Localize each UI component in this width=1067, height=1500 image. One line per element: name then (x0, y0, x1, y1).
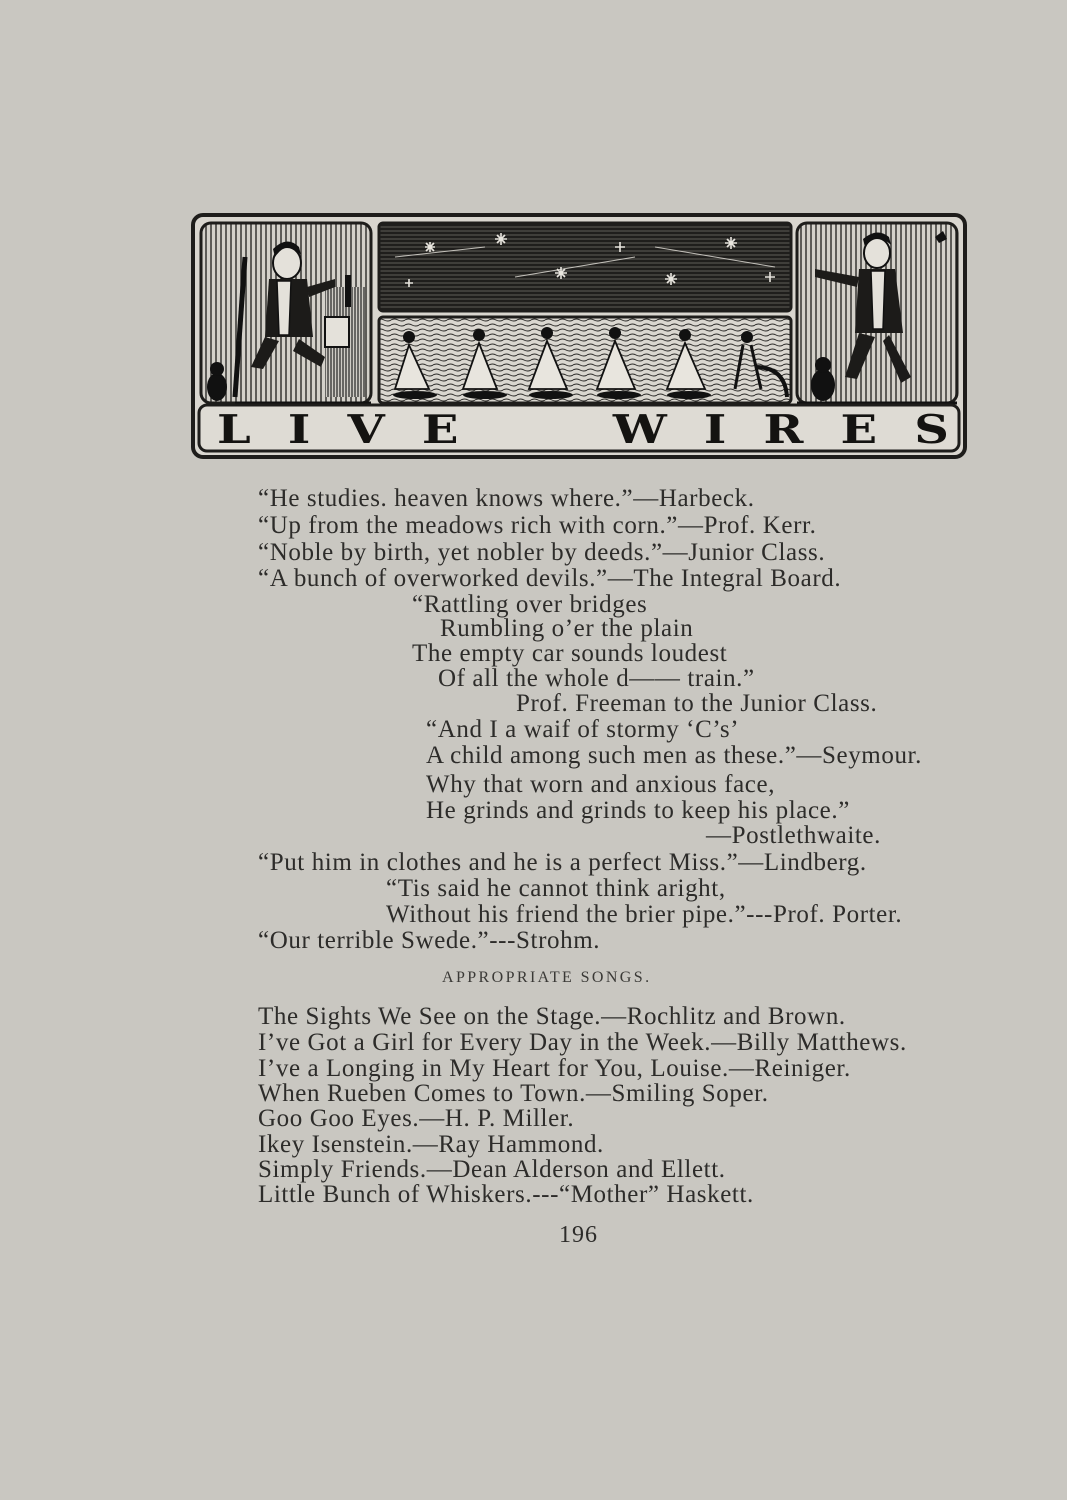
banner-letter: R (763, 407, 804, 453)
quote-line: Of all the whole d—— train.” (438, 665, 755, 692)
page-number: 196 (559, 1222, 598, 1248)
quote-line: “And I a waif of stormy ‘C’s’ (426, 716, 740, 743)
song-line: Ikey Isenstein.—Ray Hammond. (258, 1131, 604, 1158)
fireworks-panel (379, 223, 791, 311)
song-line: Simply Friends.—Dean Alderson and Ellett. (258, 1156, 726, 1183)
banner-letter: I (703, 407, 727, 453)
song-line: I’ve Got a Girl for Every Day in the Week.—Billy Matthews. (258, 1029, 907, 1056)
song-line: Goo Goo Eyes.—H. P. Miller. (258, 1105, 575, 1132)
banner-letter: W (612, 407, 667, 453)
quote-line: Why that worn and anxious face, (426, 771, 776, 798)
quote-line: “A bunch of overworked devils.”—The Integral Board. (258, 565, 842, 592)
quote-line: Rumbling o’er the plain (440, 615, 694, 642)
quote-line: “Noble by birth, yet nobler by deeds.”—Junior Class. (258, 539, 826, 566)
banner-letter: L (217, 407, 251, 453)
banner-letter: I (287, 407, 311, 453)
song-line: Little Bunch of Whiskers.---“Mother” Haskett. (258, 1181, 754, 1208)
banner-letter: V (347, 407, 385, 453)
quote-line: The empty car sounds loudest (412, 640, 728, 667)
right-panel-figure (797, 223, 957, 403)
quote-line: “He studies. heaven knows where.”—Harbeck. (258, 485, 755, 512)
banner-letter: S (914, 407, 949, 453)
quote-line: He grinds and grinds to keep his place.” (426, 797, 850, 824)
song-line: I’ve a Longing in My Heart for You, Louise.—Reiniger. (258, 1055, 851, 1082)
live-wires-banner (191, 213, 967, 459)
quote-line: “Put him in clothes and he is a perfect Miss.”—Lindberg. (258, 849, 867, 876)
quote-line: “Rattling over bridges (412, 591, 648, 618)
quote-line: Without his friend the brier pipe.”---Prof. Porter. (386, 901, 903, 928)
songs-heading: APPROPRIATE SONGS. (442, 969, 652, 986)
quote-line: “Up from the meadows rich with corn.”—Prof. Kerr. (258, 512, 817, 539)
song-line: When Rueben Comes to Town.—Smiling Soper. (258, 1080, 769, 1107)
banner-title (195, 405, 963, 455)
dancers-panel (379, 317, 791, 403)
quote-line: A child among such men as these.”—Seymour. (426, 742, 922, 769)
quote-line: “Our terrible Swede.”---Strohm. (258, 927, 601, 954)
quote-line: “Tis said he cannot think aright, (386, 875, 726, 902)
banner-letter: E (840, 407, 878, 453)
banner-letter: E (421, 407, 459, 453)
left-panel-figure (201, 223, 371, 403)
quote-line: —Postlethwaite. (706, 822, 881, 849)
quote-line: Prof. Freeman to the Junior Class. (516, 690, 878, 717)
song-line: The Sights We See on the Stage.—Rochlitz and Brown. (258, 1003, 846, 1030)
